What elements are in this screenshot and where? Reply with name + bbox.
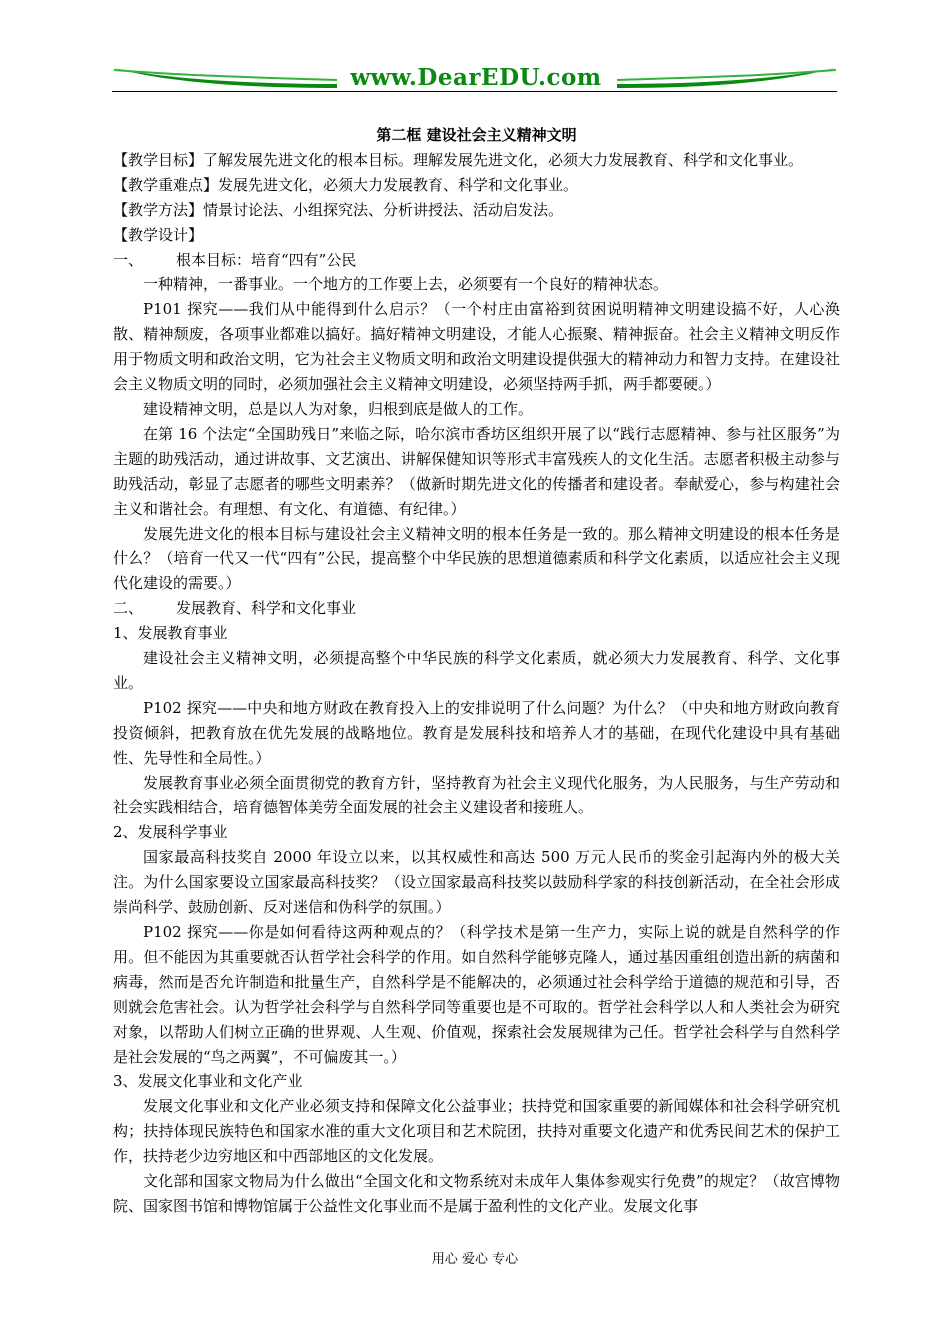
paragraph: 发展文化事业和文化产业必须支持和保障文化公益事业；扶持党和国家重要的新闻媒体和社会科学研究机构；扶持体现民族特色和国家水准的重大文化项目和艺术院团，扶持对重要文化遗产和优秀民间艺术的保护工作，扶持老少边穷地区和中西部地区的文化发展。 (113, 1097, 840, 1166)
paragraph: 在第 16 个法定“全国助残日”来临之际，哈尔滨市香坊区组织开展了以“践行志愿精神、参与社区服务”为主题的助残活动，通过讲故事、文艺演出、讲解保健知识等形式丰富残疾人的文化生活。志愿者积极主动参与助残活动，彰显了志愿者的哪些文明素养？（做新时期先进文化的传播者和建设者。奉献爱心，参与构建社会主义和谐社会。有理想、有文化、有道德、有纪律。） (113, 424, 840, 518)
section-heading-2 (113, 596, 840, 621)
paragraph: 文化部和国家文物局为什么做出“全国文化和文物系统对未成年人集体参观实行免费”的规定？（故宫博物院、国家图书馆和博物馆属于公益性文化事业而不是属于盈利性的文化产业。发展文化事 (113, 1172, 840, 1215)
page-footer: 用心 爱心 专心 (431, 1252, 519, 1267)
paragraph: 建设社会主义精神文明，必须提高整个中华民族的科学文化素质，就必须大力发展教育、科学、文化事业。 (113, 649, 840, 692)
page-title: 第二框 建设社会主义精神文明 (376, 126, 577, 144)
subsection-heading: 2、发展科学事业 (113, 823, 228, 842)
section-number: 一、 (113, 250, 144, 269)
paragraph: 建设精神文明，总是以人为对象，归根到底是做人的工作。 (143, 399, 534, 418)
paragraph: 发展教育事业必须全面贯彻党的教育方针，坚持教育为社会主义现代化服务，为人民服务，与生产劳动和社会实践相结合，培育德智体美劳全面发展的社会主义建设者和接班人。 (113, 773, 840, 817)
subsection-heading: 1、发展教育事业 (113, 624, 228, 643)
teaching-design-heading: 【教学设计】 (113, 225, 204, 244)
paragraph: 一种精神，一番事业。一个地方的工作要上去，必须要有一个良好的精神状态。 (143, 275, 669, 294)
paragraph: P102 探究——你是如何看待这两种观点的？（科学技术是第一生产力，实际上说的就是自然科学的作用。但不能因为其重要就否认哲学社会科学的作用。如自然科学能够克隆人，通过基因重组创造出新的病菌和病毒，然而是否允许制造和批量生产，自然科学是不能解决的，必须通过社会科学给于道德的规范和引导，否则就会危害社会。认为哲学社会科学与自然科学同等重要也是不可取的。哲学社会科学以人和人类社会为研究对象，以帮助人们树立正确的世界观、人生观、价值观，探索社会发展规律为己任。哲学社会科学与自然科学是社会发展的“鸟之两翼”，不可偏废其一。） (113, 923, 840, 1066)
teaching-methods: 【教学方法】情景讨论法、小组探究法、分析讲授法、活动启发法。 (113, 200, 564, 219)
document-body (113, 123, 840, 1219)
section-heading-1 (113, 248, 840, 273)
header-divider (112, 91, 837, 92)
teaching-key-points: 【教学重难点】发展先进文化，必须大力发展教育、科学和文化事业。 (113, 175, 579, 194)
paragraph: P102 探究——中央和地方财政在教育投入上的安排说明了什么问题？为什么？（中央和地方财政向教育投资倾斜，把教育放在优先发展的战略地位。教育是发展科技和培养人才的基础，在现代化建设中具有基础性、先导性和全局性。） (113, 698, 840, 767)
site-name-logo: www.DearEDU.com (350, 64, 602, 91)
section-title: 发展教育、科学和文化事业 (176, 599, 357, 618)
section-number: 二、 (113, 599, 144, 618)
paragraph: P101 探究——我们从中能得到什么启示？（一个村庄由富裕到贫困说明精神文明建设搞不好，人心涣散、精神颓废，各项事业都难以搞好。搞好精神文明建设，才能人心振聚、精神振奋。社会主义精神文明反作用于物质文明和政治文明，它为社会主义物质文明和政治文明建设提供强大的精神动力和智力支持。在建设社会主义物质文明的同时，必须加强社会主义精神文明建设，必须坚持两手抓，两手都要硬。） (113, 300, 840, 394)
paragraph: 发展先进文化的根本目标与建设社会主义精神文明的根本任务是一致的。那么精神文明建设的根本任务是什么？（培育一代又一代“四有”公民，提高整个中华民族的思想道德素质和科学文化素质，以适应社会主义现代化建设的需要。） (113, 524, 840, 593)
subsection-heading: 3、发展文化事业和文化产业 (113, 1072, 303, 1091)
paragraph: 国家最高科技奖自 2000 年设立以来，以其权威性和高达 500 万元人民币的奖金引起海内外的极大关注。为什么国家要设立国家最高科技奖？（设立国家最高科技奖以鼓励科学家的科技创新活动，在全社会形成崇尚科学、鼓励创新、反对迷信和伪科学的氛围。） (113, 848, 840, 917)
section-title: 根本目标：培育“四有”公民 (176, 250, 357, 269)
site-header-banner (112, 58, 840, 98)
teaching-objectives: 【教学目标】了解发展先进文化的根本目标。理解发展先进文化，必须大力发展教育、科学和文化事业。 (113, 150, 804, 169)
